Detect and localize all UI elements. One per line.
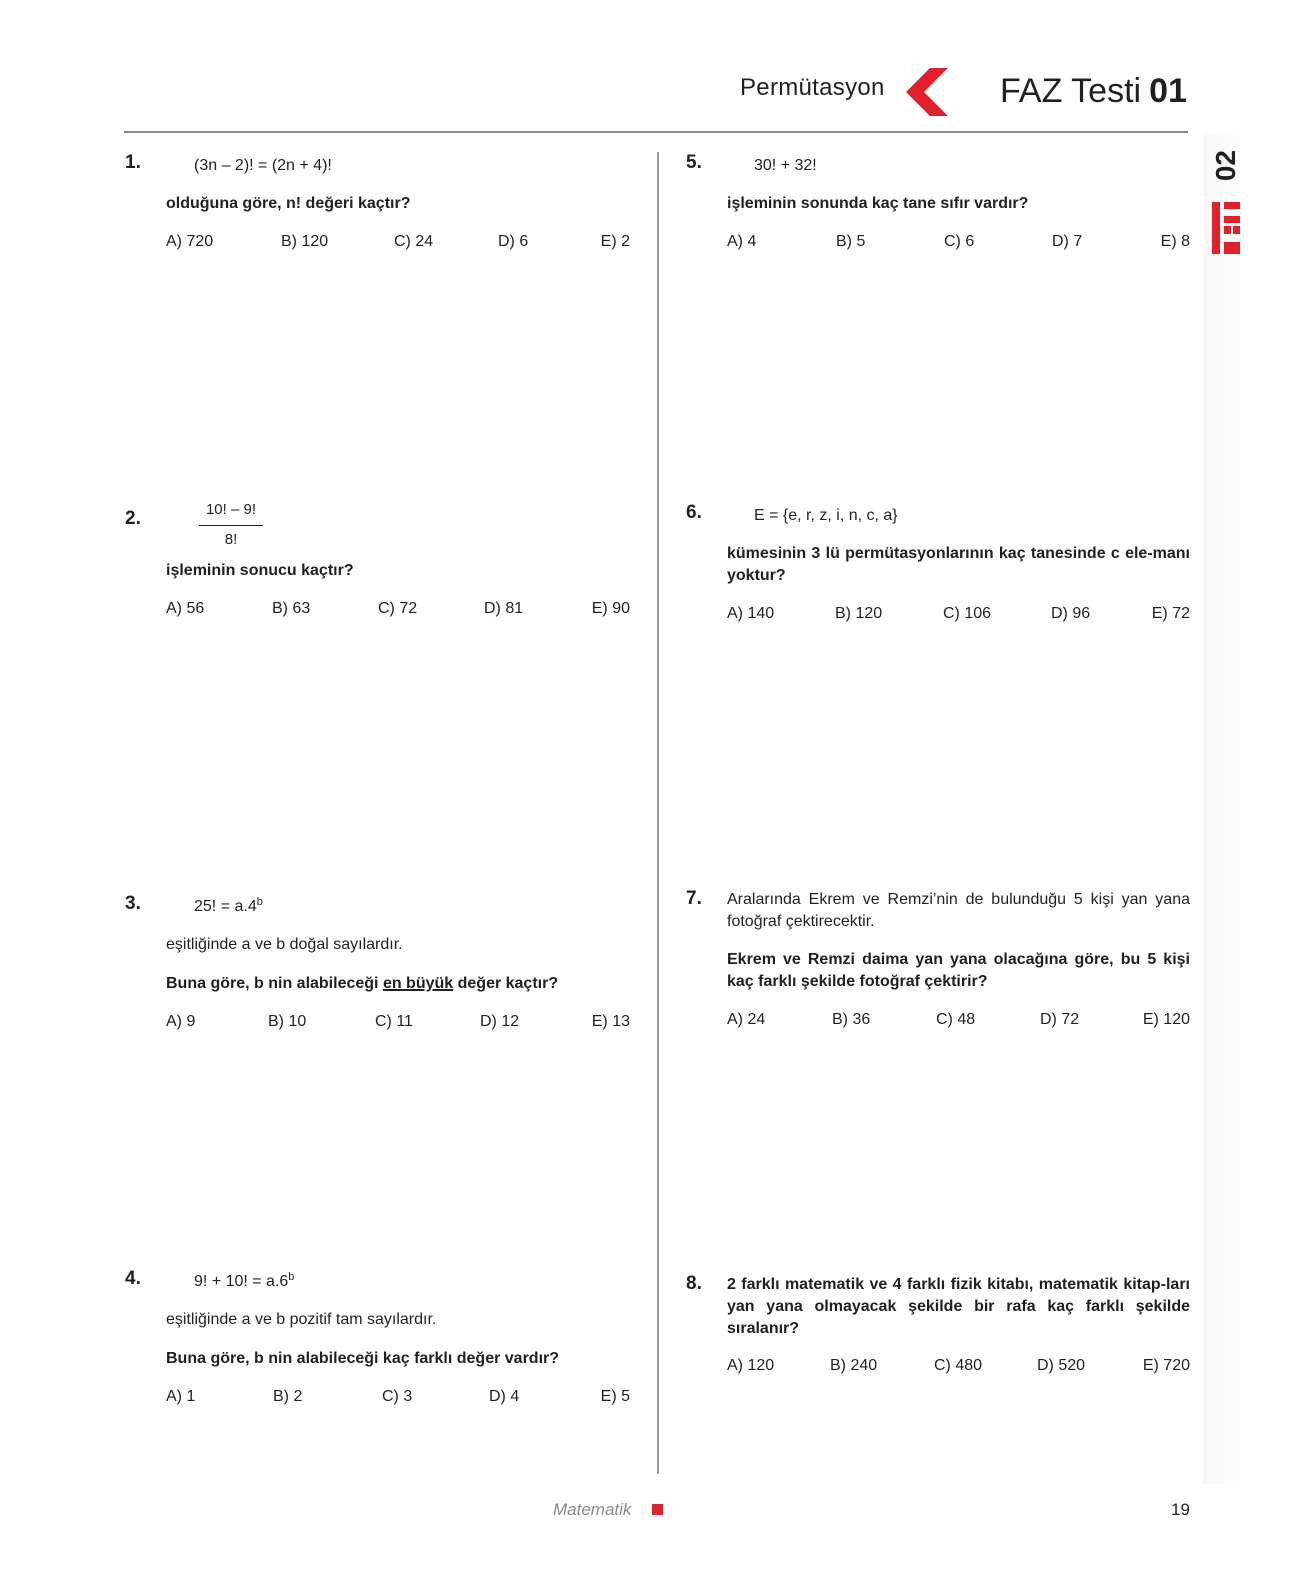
prompt-pre: Buna göre, b nin alabileceği [166,975,383,992]
question-number: 3. [125,893,141,914]
choice-a[interactable]: A) 140 [727,605,775,622]
question-8 [686,1273,1190,1383]
column-divider [657,152,659,1474]
header-divider [124,131,1188,133]
fraction-denominator: 8! [224,531,238,548]
question-number: 2. [125,508,141,529]
question-number: 8. [686,1273,702,1294]
question-2 [125,500,630,630]
choice-d[interactable]: D) 96 [1051,605,1091,622]
choice-a[interactable]: A) 4 [727,233,757,250]
choice-b[interactable]: B) 36 [832,1011,871,1028]
choice-e[interactable]: E) 72 [1151,605,1190,622]
question-3 [125,893,630,1033]
question-prompt: Buna göre, b nin alabileceği kaç farklı değer vardır? [166,1350,560,1367]
choice-c[interactable]: C) 48 [936,1011,976,1028]
test-number: 01 [1149,72,1187,110]
faz-logo-icon [1212,202,1240,259]
question-number: 4. [125,1268,141,1289]
expression-exponent: b [288,1271,295,1283]
question-prompt: 2 farklı matematik ve 4 farklı fizik kitabı, matematik kitap-ları yan yana olmayacak şekilde bir rafa kaç farklı şekilde sıralanır? [727,1276,1190,1337]
answer-choices [166,598,630,620]
choice-c[interactable]: C) 3 [382,1388,413,1405]
question-statement: eşitliğinde a ve b doğal sayılardır. [166,936,403,953]
question-expression [194,1271,294,1293]
choice-c[interactable]: C) 480 [934,1357,983,1374]
test-title [1000,72,1187,111]
question-number: 1. [125,152,141,173]
choice-e[interactable]: E) 5 [600,1388,630,1405]
chevron-left-icon [906,68,950,121]
choice-e[interactable]: E) 8 [1160,233,1190,250]
choice-a[interactable]: A) 24 [727,1011,766,1028]
question-prompt: kümesinin 3 lü permütasyonlarının kaç tanesinde c ele-manı yoktur? [727,545,1190,584]
choice-b[interactable]: B) 120 [835,605,883,622]
choice-b[interactable]: B) 5 [836,233,866,250]
answer-choices [166,1011,630,1033]
choice-c[interactable]: C) 24 [394,233,434,250]
question-statement: eşitliğinde a ve b pozitif tam sayılardır. [166,1311,437,1328]
choice-e[interactable]: E) 2 [600,233,630,250]
question-prompt: işleminin sonucu kaçtır? [166,562,354,579]
footer-square-icon [652,1504,663,1515]
choice-a[interactable]: A) 120 [727,1357,775,1374]
choice-e[interactable]: E) 120 [1142,1011,1190,1028]
question-fraction [199,499,263,551]
question-statement: Aralarında Ekrem ve Remzi’nin de bulunduğu 5 kişi yan yana fotoğraf çektirecektir. [727,891,1190,930]
choice-b[interactable]: B) 240 [830,1357,878,1374]
choice-c[interactable]: C) 11 [375,1013,413,1030]
footer-subject: Matematik [553,1500,632,1519]
expression-base: 9! + 10! = a.6 [194,1273,289,1290]
answer-choices [166,1386,630,1408]
expression-exponent: b [256,896,263,908]
topic-label: Permütasyon [740,74,885,101]
question-1 [125,152,630,262]
choice-a[interactable]: A) 9 [166,1013,196,1030]
choice-e[interactable]: E) 90 [591,600,630,617]
question-prompt [166,973,558,995]
choice-a[interactable]: A) 56 [166,600,205,617]
question-prompt: Ekrem ve Remzi daima yan yana olacağına göre, bu 5 kişi kaç farklı şekilde fotoğraf çektirir? [727,951,1190,990]
choice-e[interactable]: E) 13 [591,1013,630,1030]
question-prompt: olduğuna göre, n! değeri kaçtır? [166,195,411,212]
choice-b[interactable]: B) 63 [272,600,311,617]
side-strip [1203,134,1249,1484]
prompt-emphasis: en büyük [382,975,454,992]
prompt-post: değer kaçtır? [453,975,559,992]
question-4 [125,1268,630,1408]
fraction-numerator: 10! – 9! [199,499,263,526]
choice-d[interactable]: D) 81 [484,600,524,617]
choice-a[interactable]: A) 1 [166,1388,196,1405]
choice-b[interactable]: B) 10 [268,1013,307,1030]
question-number: 5. [686,152,702,173]
question-expression: (3n – 2)! = (2n + 4)! [194,157,332,174]
answer-choices [166,231,630,253]
answer-choices [727,603,1190,625]
choice-d[interactable]: D) 520 [1037,1357,1086,1374]
choice-e[interactable]: E) 720 [1142,1357,1190,1374]
choice-d[interactable]: D) 12 [480,1013,520,1030]
choice-d[interactable]: D) 7 [1052,233,1083,250]
question-number: 7. [686,888,702,909]
side-tab-label: 02 [1210,150,1241,182]
question-expression: 30! + 32! [754,157,817,174]
question-expression: E = {e, r, z, i, n, c, a} [754,507,898,524]
choice-d[interactable]: D) 6 [498,233,529,250]
answer-choices [727,1009,1190,1031]
choice-b[interactable]: B) 2 [273,1388,303,1405]
question-5 [686,152,1190,262]
choice-d[interactable]: D) 4 [489,1388,520,1405]
question-prompt: işleminin sonunda kaç tane sıfır vardır? [727,195,1029,212]
choice-c[interactable]: C) 72 [378,600,418,617]
question-number: 6. [686,502,702,523]
question-6 [686,502,1190,632]
choice-c[interactable]: C) 6 [944,233,975,250]
answer-choices [727,231,1190,253]
question-expression [194,896,263,918]
expression-base: 25! = a.4 [194,898,257,915]
answer-choices [727,1355,1190,1377]
choice-a[interactable]: A) 720 [166,233,214,250]
choice-b[interactable]: B) 120 [281,233,329,250]
page-number: 19 [1171,1500,1190,1519]
choice-d[interactable]: D) 72 [1040,1011,1080,1028]
question-7 [686,888,1190,1033]
choice-c[interactable]: C) 106 [943,605,992,622]
test-title-text: FAZ Testi [1000,72,1142,110]
